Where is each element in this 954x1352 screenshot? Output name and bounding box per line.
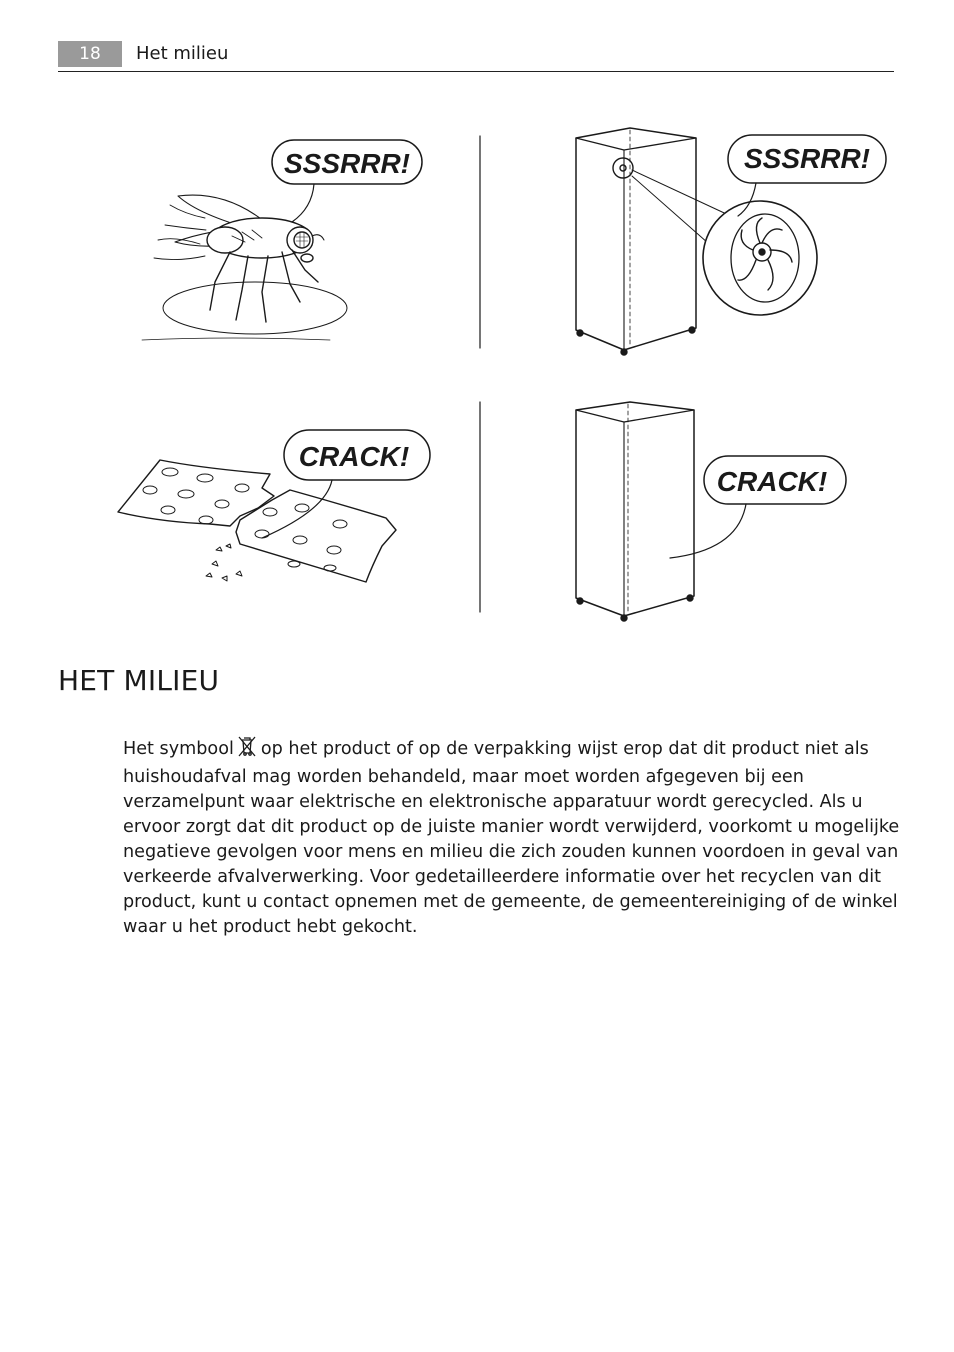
bubble-sssrrr-text-1: SSSRRR!: [283, 148, 411, 179]
fridge-fan-illustration: [576, 128, 886, 355]
bubble-sssrrr-text-2: SSSRRR!: [743, 143, 871, 174]
paragraph-rest: op het product of op de verpakking wijst erop dat dit product niet als huishoudafval mag worden behandeld, maar moet worden afgegeven bij een verzamelpunt waar elektrische en elektronische apparatuur wordt gerecycled. Als u ervoor zorgt dat dit product op de juiste manier wordt verwijderd, voorkomt u mogelijke negatieve gevolgen voor mens en milieu die zich zouden kunnen voordoen in geval van verkeerde afvalverwerking. Voor gedetailleerdere informatie over het recyclen van dit product, kunt u contact opnemen met de gemeente, de gemeentereiniging of de winkel waar u het product hebt gekocht.: [123, 739, 900, 937]
page-number: 18: [58, 41, 122, 67]
fly-illustration: [142, 140, 422, 340]
noise-illustrations: [0, 0, 954, 640]
ice-crack-illustration: [118, 430, 430, 582]
header-section-title: Het milieu: [136, 43, 229, 64]
bubble-crack-text-2: CRACK!: [716, 466, 828, 497]
crossed-out-wheelie-bin-icon: [237, 735, 257, 765]
environment-paragraph: [123, 735, 903, 940]
paragraph-start: Het symbool: [123, 739, 234, 759]
fridge-crack-illustration: [576, 402, 846, 621]
section-title: HET MILIEU: [58, 664, 220, 697]
bubble-crack-text-1: CRACK!: [298, 441, 410, 472]
